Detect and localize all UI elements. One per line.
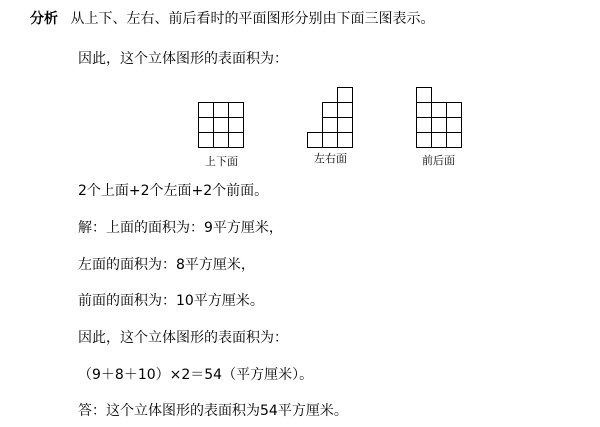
solution-top-area: 解：上面的面积为：9平方厘米， bbox=[78, 220, 283, 236]
answer-line: 答：这个立体图形的表面积为54平方厘米。 bbox=[78, 403, 348, 419]
left-right-view-grid bbox=[308, 88, 353, 148]
caption-top-bottom: 上下面 bbox=[205, 155, 238, 168]
intro-line: 因此，这个立体图形的表面积为： bbox=[78, 51, 288, 67]
solution-front-area: 前面的面积为：10平方厘米。 bbox=[78, 293, 264, 309]
conclusion-intro: 因此，这个立体图形的表面积为： bbox=[78, 330, 288, 346]
front-back-view-grid bbox=[417, 88, 462, 148]
analysis-label: 分析 bbox=[30, 11, 58, 27]
surfaces-line: 2个上面+2个左面+2个前面。 bbox=[78, 183, 269, 199]
analysis-text: 从上下、左右、前后看时的平面图形分别由下面三图表示。 bbox=[70, 11, 435, 27]
calculation-line: （9＋8＋10）×2＝54（平方厘米）。 bbox=[78, 367, 314, 383]
caption-front-back: 前后面 bbox=[422, 154, 455, 167]
caption-left-right: 左右面 bbox=[314, 152, 347, 165]
solution-left-area: 左面的面积为：8平方厘米， bbox=[78, 257, 255, 273]
top-bottom-view-grid bbox=[199, 103, 244, 148]
